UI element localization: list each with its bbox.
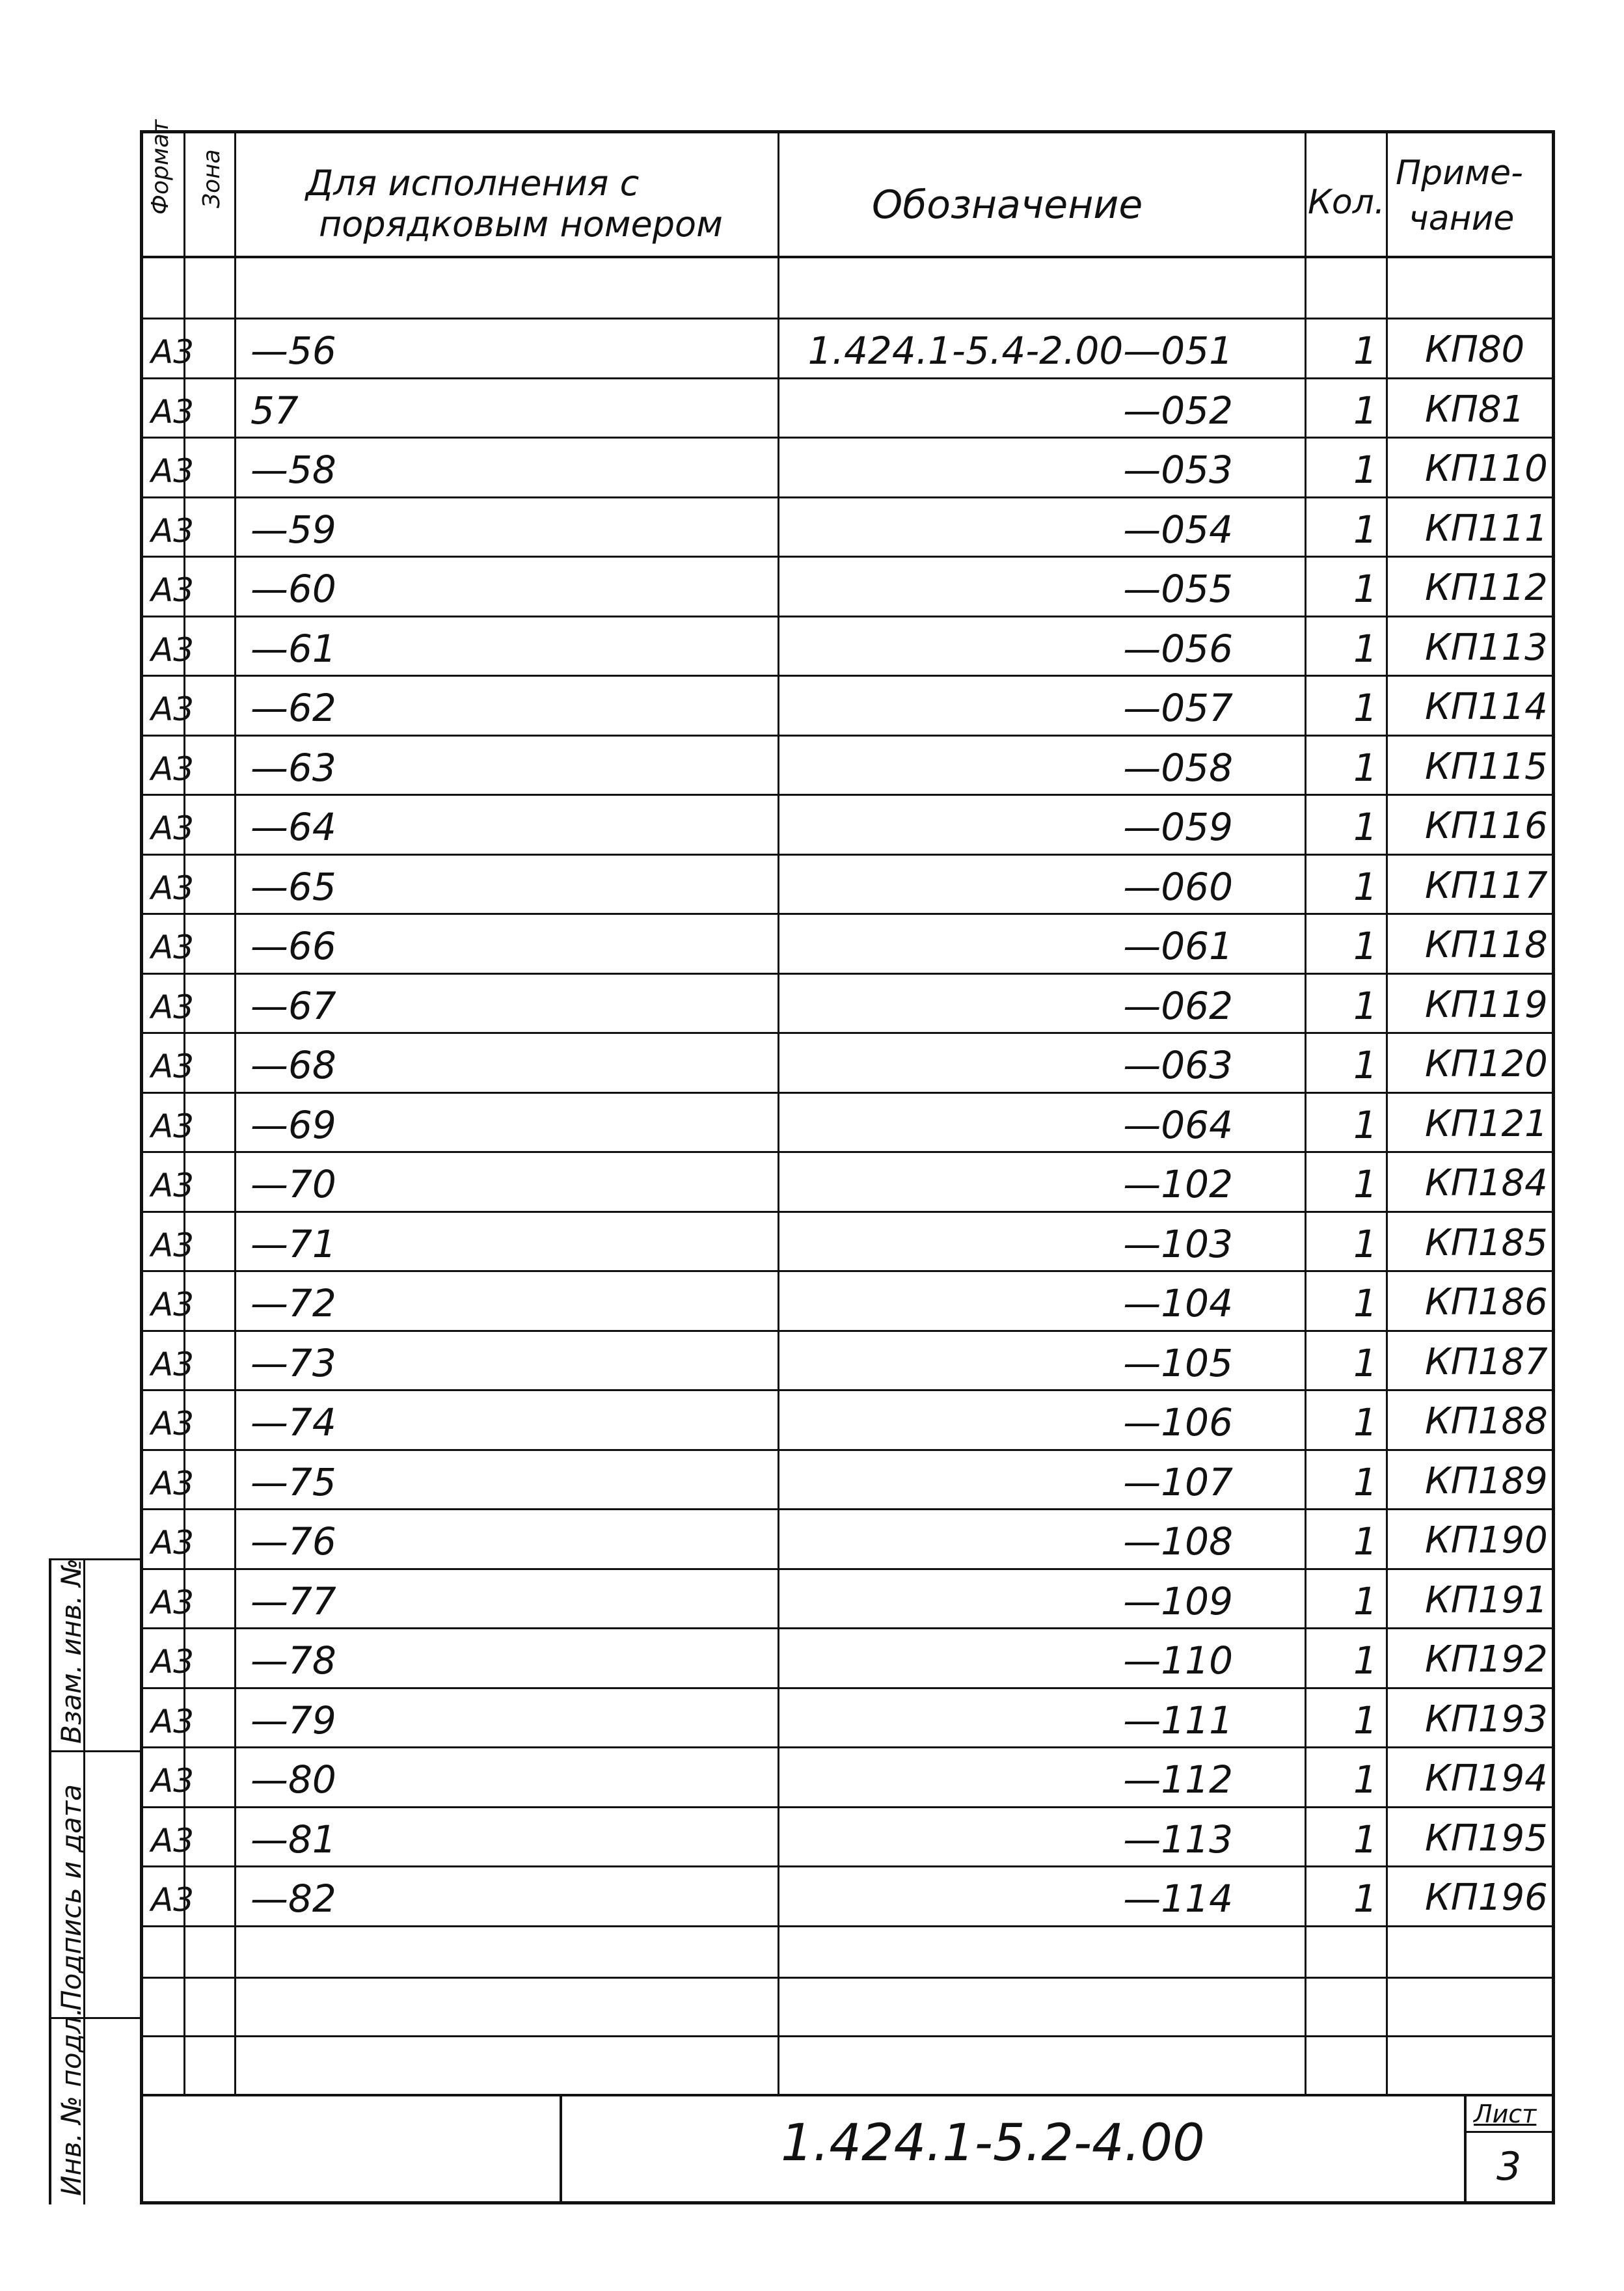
cell-note: КП80: [1425, 329, 1525, 371]
header-variant-line2: порядковым номером: [319, 204, 723, 245]
title-block-divider: [560, 2094, 562, 2203]
cell-format: А3: [151, 631, 195, 669]
col-line-qty: [1386, 130, 1388, 2095]
cell-designation: —059: [1123, 805, 1233, 849]
doc-number: 1.424.1-5.2-4.00: [781, 2114, 1205, 2173]
row-line: [140, 1330, 1555, 1332]
header-format: Формат: [147, 119, 174, 215]
cell-qty: 1: [1353, 1817, 1377, 1862]
cell-format: А3: [151, 1405, 195, 1443]
cell-designation: —058: [1123, 746, 1233, 790]
sheet-number: 3: [1496, 2144, 1522, 2189]
frame-top: [140, 130, 1555, 133]
row-line-empty-1: [140, 1977, 1555, 1979]
cell-position: —82: [250, 1877, 336, 1921]
cell-designation: —061: [1123, 924, 1233, 968]
cell-format: А3: [151, 869, 195, 907]
cell-note: КП187: [1425, 1341, 1548, 1383]
cell-position: —66: [250, 924, 336, 968]
cell-position: —73: [250, 1341, 336, 1385]
cell-position: —59: [250, 508, 336, 552]
side-replace-inv: Взам. инв. №: [55, 1558, 87, 1744]
cell-position: —68: [250, 1043, 336, 1087]
row-line: [140, 496, 1555, 498]
cell-note: КП111: [1425, 508, 1548, 550]
cell-position: —60: [250, 567, 336, 611]
frame-bottom: [140, 2201, 1555, 2204]
cell-position: —75: [250, 1460, 336, 1504]
cell-designation: —112: [1123, 1757, 1233, 1802]
cell-position: —64: [250, 805, 336, 849]
cell-qty: 1: [1353, 1698, 1377, 1742]
cell-note: КП118: [1425, 924, 1548, 966]
cell-position: —81: [250, 1817, 336, 1862]
row-line: [140, 437, 1555, 439]
col-line-pos: [778, 130, 779, 2095]
header-zone: Зона: [198, 149, 225, 208]
row-line: [140, 1032, 1555, 1034]
cell-position: —71: [250, 1222, 336, 1266]
cell-format: А3: [151, 1822, 195, 1860]
cell-designation: —114: [1123, 1877, 1233, 1921]
cell-qty: 1: [1353, 1757, 1377, 1802]
row-line: [140, 913, 1555, 915]
cell-qty: 1: [1353, 1043, 1377, 1087]
header-qty: Кол.: [1308, 183, 1385, 222]
frame-right: [1552, 130, 1555, 2204]
cell-format: А3: [151, 512, 195, 550]
row-line: [140, 1211, 1555, 1213]
cell-designation: —110: [1123, 1638, 1233, 1683]
row-line: [140, 616, 1555, 617]
row-line: [140, 1627, 1555, 1629]
cell-qty: 1: [1353, 924, 1377, 968]
row-line: [140, 1449, 1555, 1451]
cell-note: КП193: [1425, 1698, 1548, 1741]
row-line: [140, 1806, 1555, 1808]
cell-note: КП120: [1425, 1043, 1548, 1085]
col-line-designation: [1305, 130, 1306, 2095]
cell-note: КП194: [1425, 1757, 1548, 1800]
row-line: [140, 794, 1555, 796]
cell-designation: —106: [1123, 1400, 1233, 1444]
cell-qty: 1: [1353, 686, 1377, 730]
cell-qty: 1: [1353, 984, 1377, 1028]
row-line: [140, 1270, 1555, 1272]
cell-note: КП186: [1425, 1281, 1548, 1323]
side-inv-orig: Инв. № подл.: [55, 2007, 87, 2196]
cell-format: А3: [151, 690, 195, 728]
cell-note: КП116: [1425, 805, 1548, 847]
col-line-zone: [234, 130, 236, 2095]
row-line: [140, 377, 1555, 379]
cell-format: А3: [151, 1703, 195, 1741]
cell-designation: —056: [1123, 627, 1233, 671]
cell-designation: —060: [1123, 865, 1233, 909]
cell-format: А3: [151, 1524, 195, 1562]
cell-designation: —102: [1123, 1162, 1233, 1206]
header-designation: Обозначение: [872, 182, 1143, 228]
cell-note: КП121: [1425, 1103, 1548, 1145]
cell-designation: —063: [1123, 1043, 1233, 1087]
sheet-cell-left: [1464, 2094, 1467, 2203]
side-stamp-left: [49, 1558, 51, 2204]
cell-position: —61: [250, 627, 336, 671]
cell-format: А3: [151, 1584, 195, 1621]
cell-designation: —062: [1123, 984, 1233, 1028]
cell-designation: —113: [1123, 1817, 1233, 1862]
cell-note: КП189: [1425, 1460, 1548, 1502]
cell-position: —70: [250, 1162, 336, 1206]
cell-format: А3: [151, 393, 195, 431]
row-line: [140, 854, 1555, 856]
row-line: [140, 1568, 1555, 1570]
header-divider: [140, 256, 1555, 258]
cell-position: —63: [250, 746, 336, 790]
cell-format: А3: [151, 1881, 195, 1919]
side-stamp-div1: [49, 1750, 142, 1752]
row-line: [140, 1508, 1555, 1510]
cell-note: КП115: [1425, 746, 1548, 788]
cell-designation: —105: [1123, 1341, 1233, 1385]
cell-note: КП191: [1425, 1579, 1548, 1621]
cell-format: А3: [151, 452, 195, 490]
cell-qty: 1: [1353, 1579, 1377, 1623]
cell-format: А3: [151, 750, 195, 788]
cell-designation: —104: [1123, 1281, 1233, 1325]
cell-qty: 1: [1353, 746, 1377, 790]
cell-qty: 1: [1353, 508, 1377, 552]
cell-designation: —054: [1123, 508, 1233, 552]
cell-designation: —108: [1123, 1519, 1233, 1564]
cell-format: А3: [151, 1107, 195, 1145]
cell-designation: —052: [1123, 388, 1233, 433]
side-sign-date: Подпись и дата: [55, 1784, 87, 2011]
cell-qty: 1: [1353, 1400, 1377, 1444]
cell-qty: 1: [1353, 1341, 1377, 1385]
cell-note: КП185: [1425, 1222, 1548, 1264]
cell-position: —78: [250, 1638, 336, 1683]
cell-note: КП196: [1425, 1877, 1548, 1919]
row-line-empty-2: [140, 2035, 1555, 2037]
cell-position: —65: [250, 865, 336, 909]
cell-format: А3: [151, 1346, 195, 1383]
cell-format: А3: [151, 333, 195, 371]
row-line: [140, 1687, 1555, 1689]
cell-designation: 1.424.1-5.4-2.00—051: [807, 329, 1233, 373]
cell-note: КП113: [1425, 627, 1548, 669]
cell-position: —69: [250, 1103, 336, 1147]
cell-qty: 1: [1353, 627, 1377, 671]
row-line: [140, 1925, 1555, 1927]
cell-designation: —107: [1123, 1460, 1233, 1504]
cell-qty: 1: [1353, 1519, 1377, 1564]
cell-format: А3: [151, 1167, 195, 1204]
cell-position: —77: [250, 1579, 336, 1623]
cell-designation: —057: [1123, 686, 1233, 730]
cell-position: —67: [250, 984, 336, 1028]
cell-qty: 1: [1353, 567, 1377, 611]
row-line: [140, 1092, 1555, 1094]
cell-designation: —111: [1123, 1698, 1233, 1742]
cell-note: КП81: [1425, 388, 1525, 431]
row-line-empty-3: [140, 2094, 1555, 2096]
cell-note: КП190: [1425, 1519, 1548, 1562]
cell-note: КП188: [1425, 1400, 1548, 1443]
cell-position: —56: [250, 329, 336, 373]
cell-format: А3: [151, 1643, 195, 1681]
cell-qty: 1: [1353, 1281, 1377, 1325]
row-line: [140, 675, 1555, 677]
row-line: [140, 735, 1555, 737]
cell-qty: 1: [1353, 805, 1377, 849]
cell-designation: —103: [1123, 1222, 1233, 1266]
cell-note: КП195: [1425, 1817, 1548, 1860]
cell-position: —79: [250, 1698, 336, 1742]
cell-qty: 1: [1353, 1877, 1377, 1921]
cell-note: КП192: [1425, 1638, 1548, 1681]
cell-qty: 1: [1353, 388, 1377, 433]
header-note-line2: чание: [1409, 199, 1515, 238]
cell-position: —58: [250, 448, 336, 492]
cell-format: А3: [151, 988, 195, 1026]
cell-format: А3: [151, 1286, 195, 1323]
cell-note: КП114: [1425, 686, 1548, 728]
cell-note: КП112: [1425, 567, 1548, 609]
cell-qty: 1: [1353, 1103, 1377, 1147]
cell-format: А3: [151, 1465, 195, 1502]
row-line: [140, 1746, 1555, 1748]
row-line: [140, 973, 1555, 975]
cell-qty: 1: [1353, 448, 1377, 492]
cell-format: А3: [151, 929, 195, 966]
header-note-line1: Приме-: [1396, 154, 1523, 193]
row-line: [140, 1865, 1555, 1867]
cell-note: КП110: [1425, 448, 1548, 490]
row-line: [140, 556, 1555, 558]
frame-left: [140, 130, 143, 2204]
cell-qty: 1: [1353, 1638, 1377, 1683]
cell-position: —72: [250, 1281, 336, 1325]
cell-designation: —053: [1123, 448, 1233, 492]
cell-designation: —109: [1123, 1579, 1233, 1623]
cell-qty: 1: [1353, 329, 1377, 373]
cell-position: 57: [250, 388, 299, 433]
cell-qty: 1: [1353, 1460, 1377, 1504]
row-line-0: [140, 318, 1555, 319]
row-line: [140, 1151, 1555, 1153]
row-line: [140, 1389, 1555, 1391]
cell-position: —76: [250, 1519, 336, 1564]
cell-format: А3: [151, 571, 195, 609]
sheet-cell-mid: [1464, 2131, 1554, 2133]
cell-designation: —064: [1123, 1103, 1233, 1147]
cell-position: —80: [250, 1757, 336, 1802]
cell-note: КП117: [1425, 865, 1548, 907]
cell-position: —74: [250, 1400, 336, 1444]
cell-qty: 1: [1353, 865, 1377, 909]
sheet-label: Лист: [1474, 2100, 1537, 2128]
cell-qty: 1: [1353, 1162, 1377, 1206]
cell-note: КП184: [1425, 1162, 1548, 1204]
header-variant-line1: Для исполнения с: [306, 163, 640, 204]
cell-position: —62: [250, 686, 336, 730]
cell-format: А3: [151, 1762, 195, 1800]
cell-designation: —055: [1123, 567, 1233, 611]
cell-format: А3: [151, 1048, 195, 1085]
cell-qty: 1: [1353, 1222, 1377, 1266]
cell-note: КП119: [1425, 984, 1548, 1026]
cell-format: А3: [151, 809, 195, 847]
cell-format: А3: [151, 1227, 195, 1264]
